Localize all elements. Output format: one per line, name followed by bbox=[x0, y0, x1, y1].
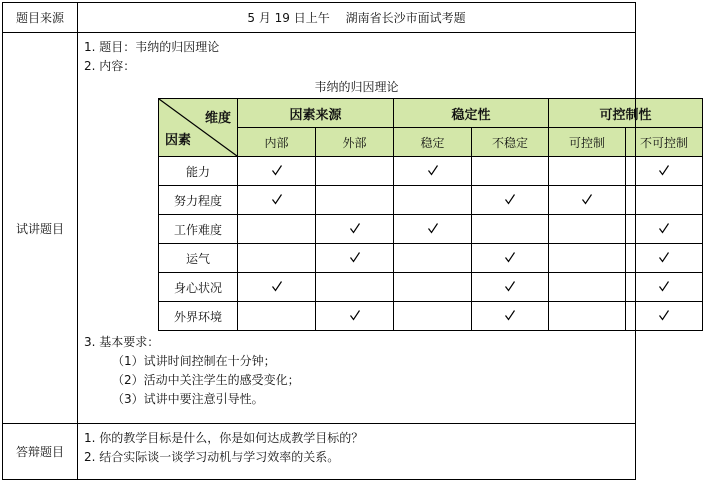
mark-cell bbox=[549, 157, 626, 186]
check-icon bbox=[504, 309, 516, 321]
table-row bbox=[159, 302, 703, 331]
check-icon bbox=[658, 251, 670, 263]
mark-cell bbox=[549, 302, 626, 331]
mark-cell bbox=[238, 302, 316, 331]
group-header-source: 因素来源 bbox=[238, 99, 394, 128]
mark-cell bbox=[549, 215, 626, 244]
factor-cell: 努力程度 bbox=[159, 186, 238, 215]
subheader-cell: 稳定 bbox=[394, 128, 472, 157]
mark-cell bbox=[626, 157, 703, 186]
subheader-cell: 内部 bbox=[238, 128, 316, 157]
factor-cell: 工作难度 bbox=[159, 215, 238, 244]
mark-cell bbox=[238, 215, 316, 244]
factor-cell: 能力 bbox=[159, 157, 238, 186]
trial-content bbox=[78, 33, 689, 424]
mark-cell bbox=[549, 244, 626, 273]
content-line: 2. 内容： bbox=[84, 59, 136, 73]
mark-cell bbox=[394, 186, 472, 215]
mark-cell bbox=[394, 157, 472, 186]
mark-cell bbox=[238, 157, 316, 186]
check-icon bbox=[658, 222, 670, 234]
mark-cell bbox=[472, 186, 549, 215]
mark-cell bbox=[626, 244, 703, 273]
check-icon bbox=[427, 164, 439, 176]
corner-dimension-label: 维度 bbox=[204, 111, 231, 126]
table-caption: 韦纳的归因理论 bbox=[314, 80, 399, 94]
check-icon bbox=[427, 222, 439, 234]
mark-cell bbox=[316, 157, 394, 186]
requirements-title: 3. 基本要求： bbox=[84, 335, 160, 349]
check-icon bbox=[349, 222, 361, 234]
mark-cell bbox=[472, 244, 549, 273]
check-icon bbox=[658, 164, 670, 176]
factor-cell: 运气 bbox=[159, 244, 238, 273]
table-row bbox=[159, 244, 703, 273]
requirement-item: （1）试讲时间控制在十分钟； bbox=[112, 354, 276, 368]
check-icon bbox=[271, 164, 283, 176]
defense-question: 2. 结合实际谈一谈学习动机与学习效率的关系。 bbox=[84, 450, 340, 464]
mark-cell bbox=[472, 273, 549, 302]
defense-question: 1. 你的教学目标是什么，你是如何达成教学目标的？ bbox=[84, 431, 364, 445]
check-icon bbox=[658, 280, 670, 292]
mark-cell bbox=[394, 302, 472, 331]
requirement-item: （2）活动中关注学生的感受变化； bbox=[112, 373, 300, 387]
check-icon bbox=[349, 251, 361, 263]
factor-cell: 外界环境 bbox=[159, 302, 238, 331]
factor-cell: 身心状况 bbox=[159, 273, 238, 302]
mark-cell bbox=[316, 186, 394, 215]
table-row bbox=[159, 215, 703, 244]
defense-label: 答辩题目 bbox=[3, 424, 78, 480]
group-header-stability: 稳定性 bbox=[394, 99, 549, 128]
mark-cell bbox=[549, 186, 626, 215]
check-icon bbox=[504, 280, 516, 292]
mark-cell bbox=[394, 215, 472, 244]
subheader-cell: 可控制 bbox=[549, 128, 626, 157]
check-icon bbox=[658, 309, 670, 321]
corner-factor-label: 因素 bbox=[165, 133, 192, 148]
check-icon bbox=[581, 193, 593, 205]
mark-cell bbox=[472, 157, 549, 186]
check-icon bbox=[504, 251, 516, 263]
source-value: 5 月 19 日上午 湖南省长沙市面试考题 bbox=[78, 3, 636, 33]
mark-cell bbox=[238, 273, 316, 302]
mark-cell bbox=[626, 273, 703, 302]
subheader-cell: 不可控制 bbox=[626, 128, 703, 157]
mark-cell bbox=[472, 215, 549, 244]
check-icon bbox=[271, 280, 283, 292]
check-icon bbox=[349, 309, 361, 321]
requirement-item: （3）试讲中要注意引导性。 bbox=[112, 392, 264, 406]
mark-cell bbox=[394, 273, 472, 302]
mark-cell bbox=[549, 273, 626, 302]
mark-cell bbox=[394, 244, 472, 273]
mark-cell bbox=[316, 244, 394, 273]
check-icon bbox=[504, 193, 516, 205]
table-row bbox=[159, 273, 703, 302]
attribution-table bbox=[158, 98, 703, 331]
source-label: 题目来源 bbox=[3, 3, 78, 33]
mark-cell bbox=[626, 215, 703, 244]
defense-content bbox=[78, 424, 636, 480]
mark-cell bbox=[472, 302, 549, 331]
mark-cell bbox=[238, 244, 316, 273]
mark-cell bbox=[316, 273, 394, 302]
corner-header bbox=[159, 99, 238, 157]
table-row bbox=[159, 186, 703, 215]
check-icon bbox=[271, 193, 283, 205]
interview-sheet bbox=[2, 2, 689, 480]
mark-cell bbox=[316, 302, 394, 331]
group-header-controllability: 可控制性 bbox=[549, 99, 703, 128]
mark-cell bbox=[316, 215, 394, 244]
subheader-cell: 不稳定 bbox=[472, 128, 549, 157]
mark-cell bbox=[238, 186, 316, 215]
subheader-cell: 外部 bbox=[316, 128, 394, 157]
mark-cell bbox=[626, 302, 703, 331]
table-row bbox=[159, 157, 703, 186]
topic-line: 1. 题目：韦纳的归因理论 bbox=[84, 40, 220, 54]
trial-label: 试讲题目 bbox=[3, 33, 78, 424]
mark-cell bbox=[626, 186, 703, 215]
